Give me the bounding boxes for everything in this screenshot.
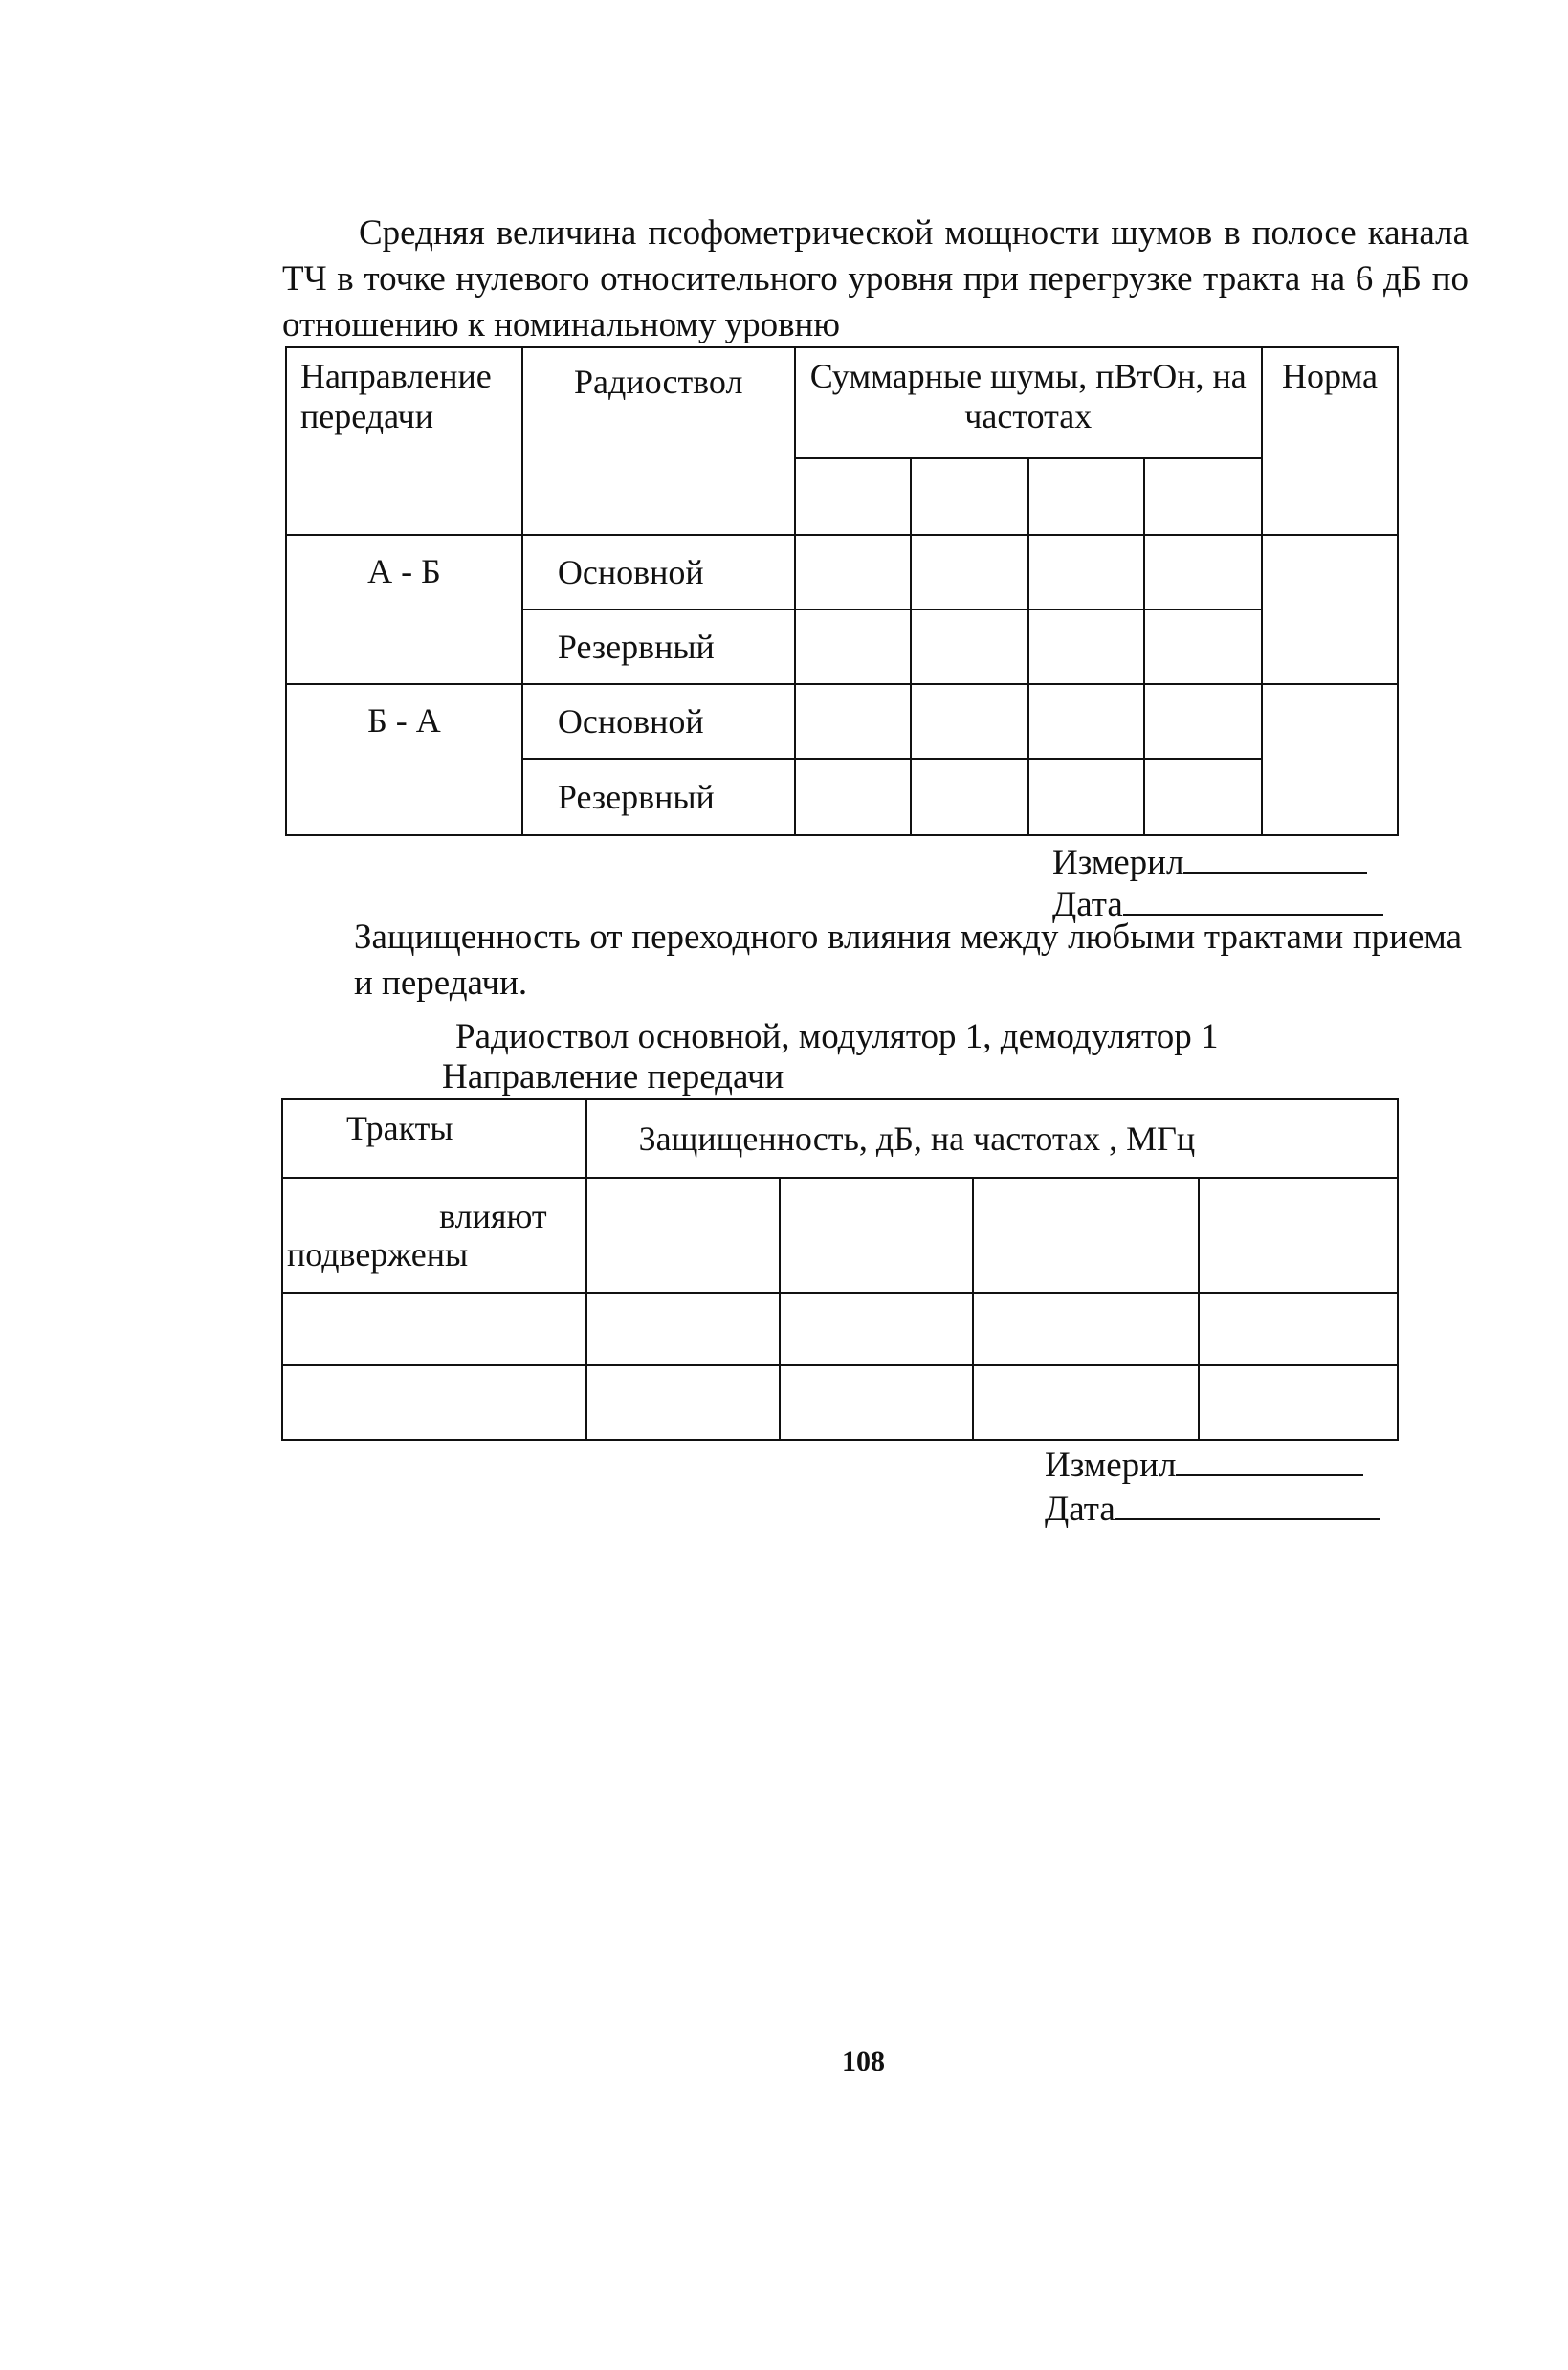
- value-cell: [911, 759, 1028, 835]
- freq-cell-4: [1144, 458, 1262, 535]
- trunk-main-1: Основной: [522, 535, 795, 609]
- page-number: 108: [842, 2046, 885, 2077]
- direction-a-b: А - Б: [286, 535, 522, 684]
- value-cell: [1028, 684, 1145, 759]
- header-direction: Направление передачи: [286, 347, 522, 535]
- value-cell: [795, 759, 912, 835]
- label-influence: влияют: [439, 1197, 547, 1235]
- freq-cell-1: [795, 458, 912, 535]
- direction-b-a: Б - А: [286, 684, 522, 835]
- blank-line: [1123, 885, 1383, 916]
- value-cell: [911, 609, 1028, 684]
- value-cell: [1199, 1293, 1398, 1365]
- value-cell: [973, 1365, 1200, 1440]
- diagonal-label-cell: [282, 1178, 586, 1293]
- freq-cell-2: [780, 1178, 973, 1293]
- path-cell: [282, 1365, 586, 1440]
- value-cell: [973, 1293, 1200, 1365]
- header-paths: Тракты: [282, 1099, 586, 1178]
- value-cell: [911, 684, 1028, 759]
- trunk-main-2: Основной: [522, 684, 795, 759]
- blank-line: [1183, 843, 1367, 874]
- value-cell: [1199, 1365, 1398, 1440]
- value-cell: [1144, 759, 1262, 835]
- freq-cell-4: [1199, 1178, 1398, 1293]
- protection-table: [281, 1098, 1399, 1441]
- signature-date-1: Дата: [1052, 884, 1383, 926]
- signature-date-2: Дата: [1045, 1489, 1380, 1531]
- header-noise: Суммарные шумы, пВтОн, на частотах: [795, 347, 1263, 458]
- noise-table: [285, 346, 1399, 836]
- trunk-reserve-2: Резервный: [522, 759, 795, 835]
- header-trunk: Радиоствол: [522, 347, 795, 535]
- second-paragraph: Защищенность от переходного влияния между любыми трактами приема и передачи.: [354, 918, 1462, 1003]
- value-cell: [795, 609, 912, 684]
- value-cell: [1028, 609, 1145, 684]
- caption-direction: Направление передачи: [442, 1057, 784, 1096]
- value-cell: [586, 1365, 781, 1440]
- blank-line: [1176, 1446, 1363, 1476]
- value-cell: [780, 1293, 973, 1365]
- norm-cell-2: [1262, 684, 1398, 835]
- intro-paragraph: Средняя величина псофометрической мощности шумов в полосе канала ТЧ в точке нулевого относительного уровня при перегрузке тракта на 6 дБ по отношению к номинальному уровню: [282, 213, 1469, 344]
- value-cell: [911, 535, 1028, 609]
- freq-cell-3: [973, 1178, 1200, 1293]
- freq-cell-2: [911, 458, 1028, 535]
- blank-line: [1115, 1490, 1380, 1520]
- value-cell: [1144, 609, 1262, 684]
- caption-trunk: Радиоствол основной, модулятор 1, демодулятор 1: [455, 1017, 1219, 1056]
- freq-cell-1: [586, 1178, 781, 1293]
- value-cell: [780, 1365, 973, 1440]
- value-cell: [1028, 535, 1145, 609]
- value-cell: [795, 684, 912, 759]
- label-subject: подвержены: [287, 1235, 469, 1274]
- norm-cell-1: [1262, 535, 1398, 684]
- value-cell: [586, 1293, 781, 1365]
- value-cell: [1028, 759, 1145, 835]
- trunk-reserve-1: Резервный: [522, 609, 795, 684]
- signature-measured-1: Измерил: [1052, 842, 1367, 884]
- value-cell: [1144, 684, 1262, 759]
- path-cell: [282, 1293, 586, 1365]
- signature-measured-2: Измерил: [1045, 1445, 1363, 1487]
- value-cell: [1144, 535, 1262, 609]
- header-protection: Защищенность, дБ, на частотах , МГц: [586, 1099, 1398, 1178]
- header-norm: Норма: [1262, 347, 1398, 535]
- value-cell: [795, 535, 912, 609]
- freq-cell-3: [1028, 458, 1145, 535]
